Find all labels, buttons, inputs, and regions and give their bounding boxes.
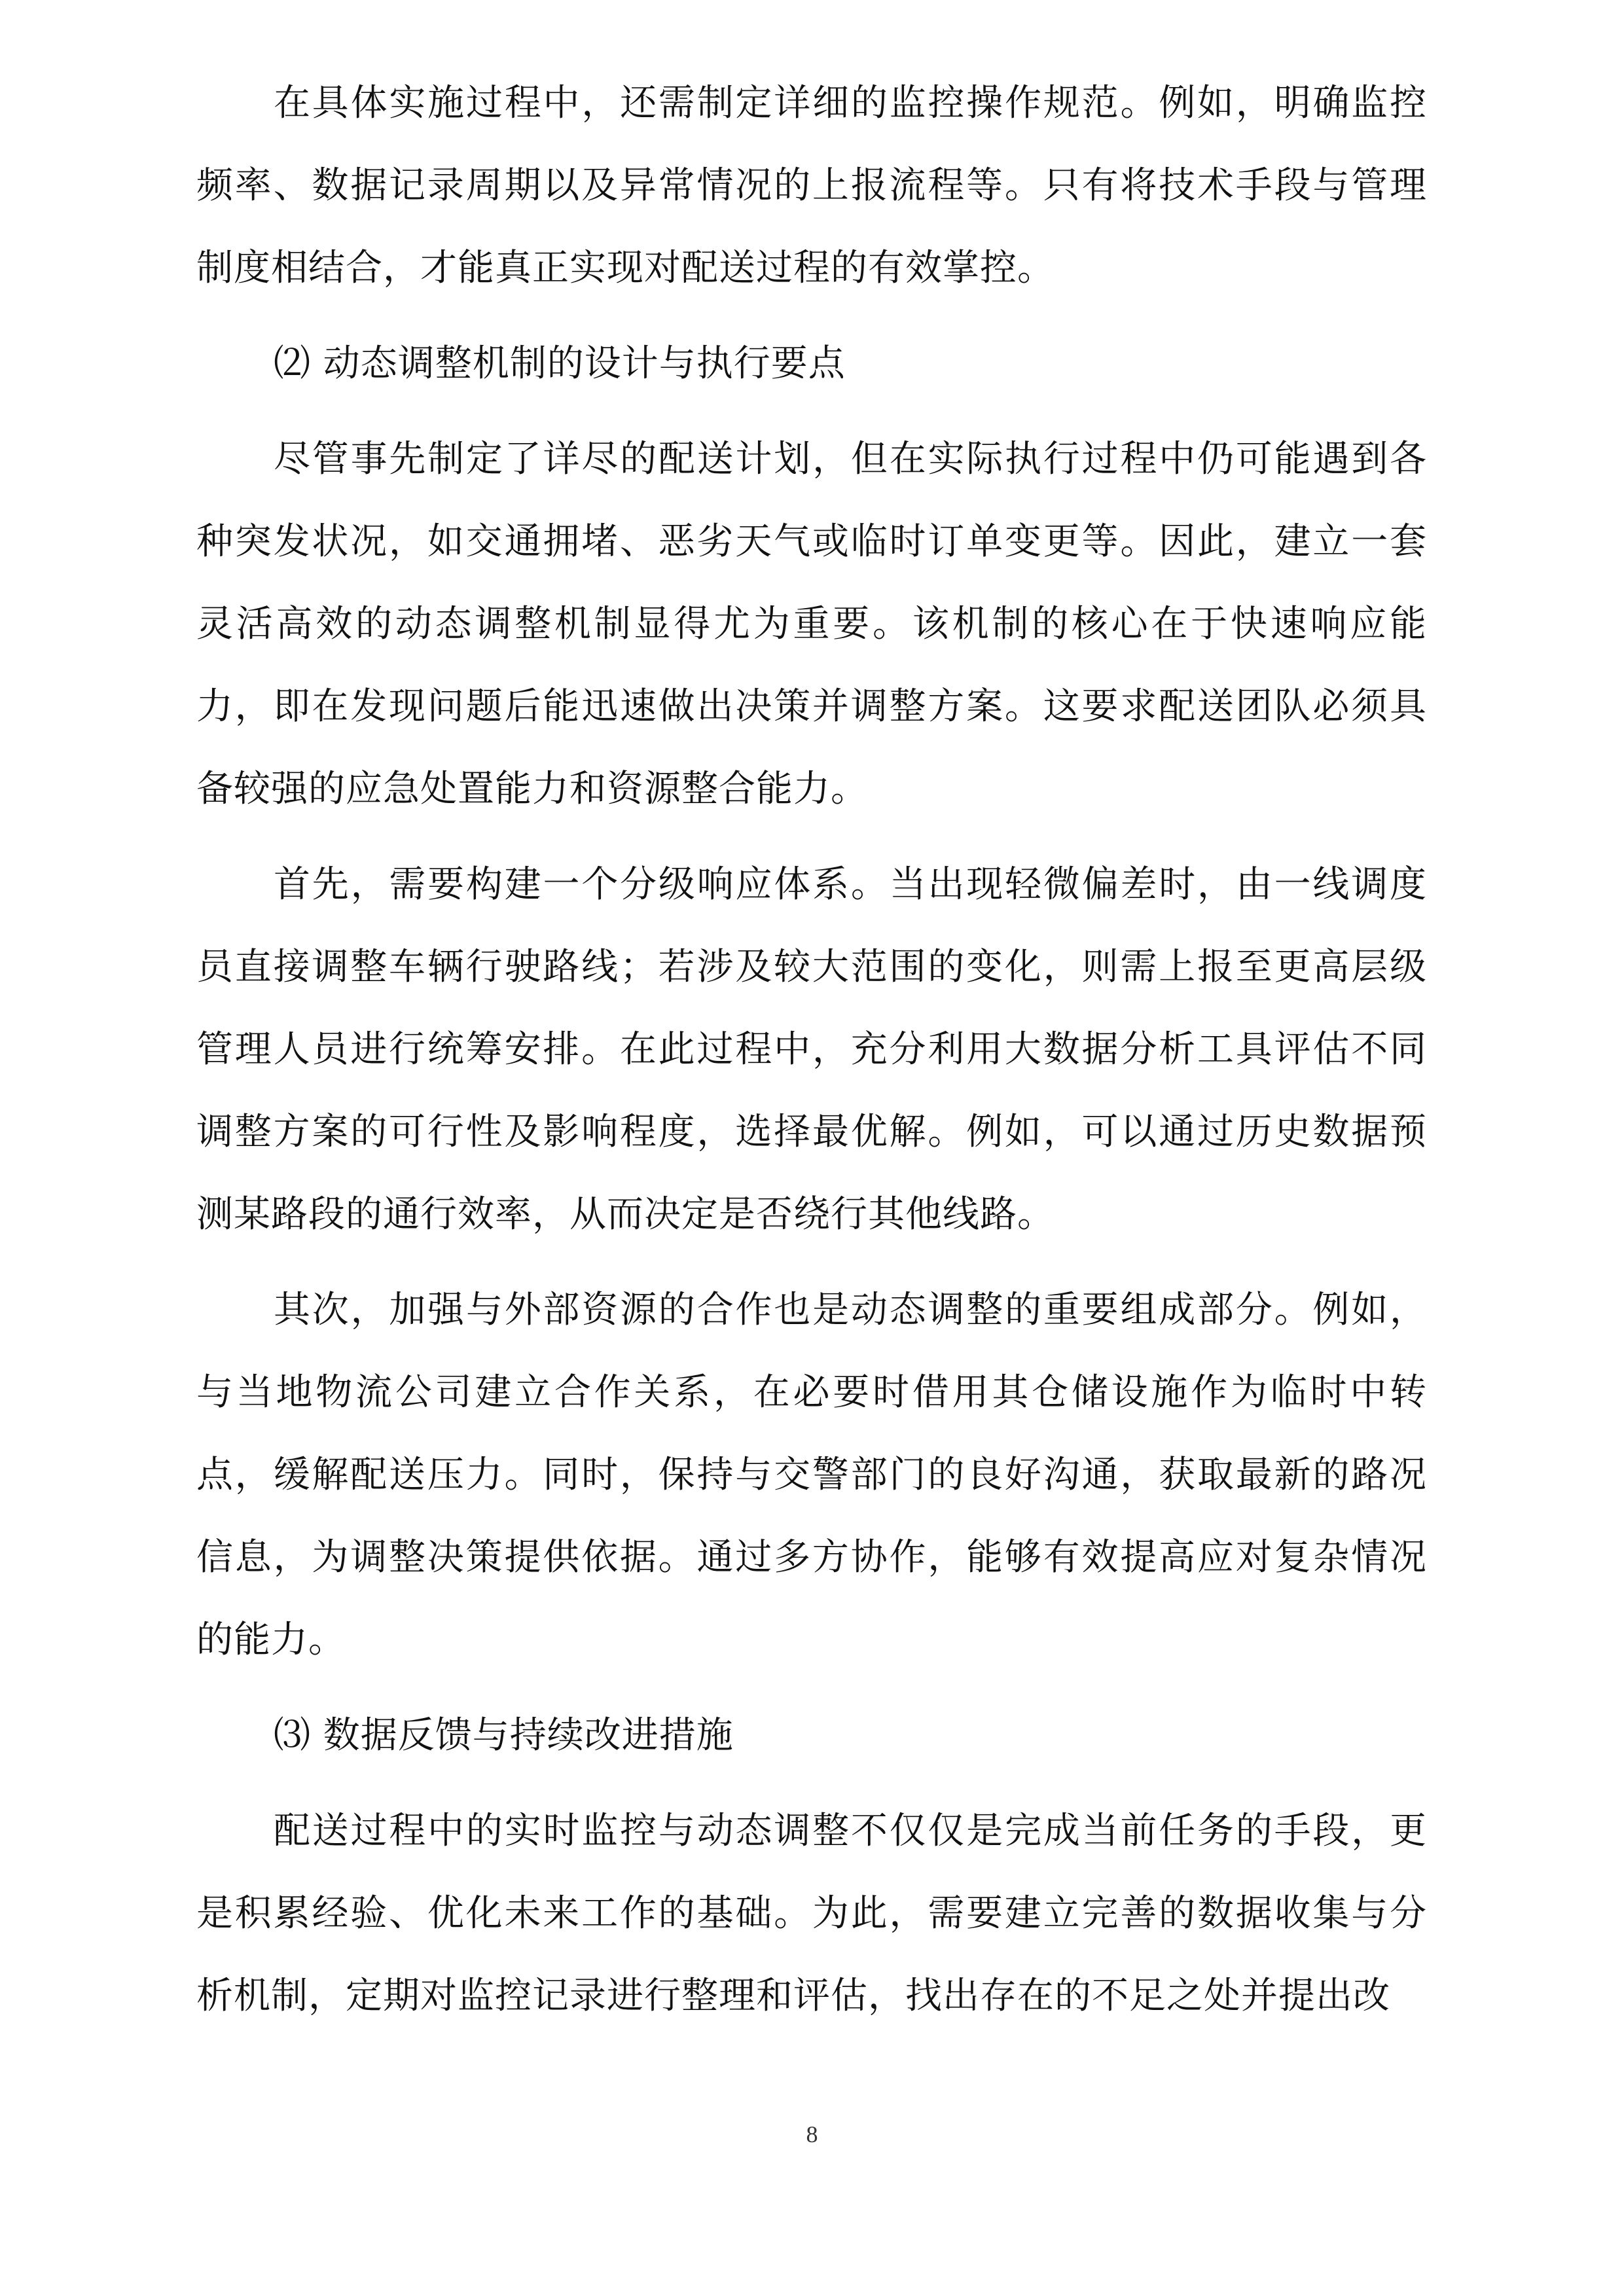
paragraph-monitoring-norms: 在具体实施过程中，还需制定详细的监控操作规范。例如，明确监控频率、数据记录周期以及异常情况的上报流程等。只有将技术手段与管理制度相结合，才能真正实现对配送过程的有效掌控。 [196, 82, 1427, 289]
page-body [196, 62, 1427, 2051]
paragraph-external-cooperation: 其次，加强与外部资源的合作也是动态调整的重要组成部分。例如，与当地物流公司建立合作关系，在必要时借用其仓储设施作为临时中转点，缓解配送压力。同时，保持与交警部门的良好沟通，获取最新的路况信息，为调整决策提供依据。通过多方协作，能够有效提高应对复杂情况的能力。 [196, 1289, 1427, 1661]
paragraph-tiered-response: 首先，需要构建一个分级响应体系。当出现轻微偏差时，由一线调度员直接调整车辆行驶路线；若涉及较大范围的变化，则需上报至更高层级管理人员进行统筹安排。在此过程中，充分利用大数据分析工具评估不同调整方案的可行性及影响程度，选择最优解。例如，可以通过历史数据预测某路段的通行效率，从而决定是否绕行其他线路。 [196, 863, 1427, 1236]
paragraph-continuous-improvement: 配送过程中的实时监控与动态调整不仅仅是完成当前任务的手段，更是积累经验、优化未来工作的基础。为此，需要建立完善的数据收集与分析机制，定期对监控记录进行整理和评估，找出存在的不足之处并提出改 [196, 1810, 1427, 2017]
page-number: 8 [806, 2121, 818, 2147]
section-heading-data-feedback: ⑶ 数据反馈与持续改进措施 [274, 1714, 734, 1757]
paragraph-adjustment-mechanism: 尽管事先制定了详尽的配送计划，但在实际执行过程中仍可能遇到各种突发状况，如交通拥堵、恶劣天气或临时订单变更等。因此，建立一套灵活高效的动态调整机制显得尤为重要。该机制的核心在于快速响应能力，即在发现问题后能迅速做出决策并调整方案。这要求配送团队必须具备较强的应急处置能力和资源整合能力。 [196, 438, 1427, 810]
section-heading-dynamic-adjustment: ⑵ 动态调整机制的设计与执行要点 [274, 342, 846, 385]
